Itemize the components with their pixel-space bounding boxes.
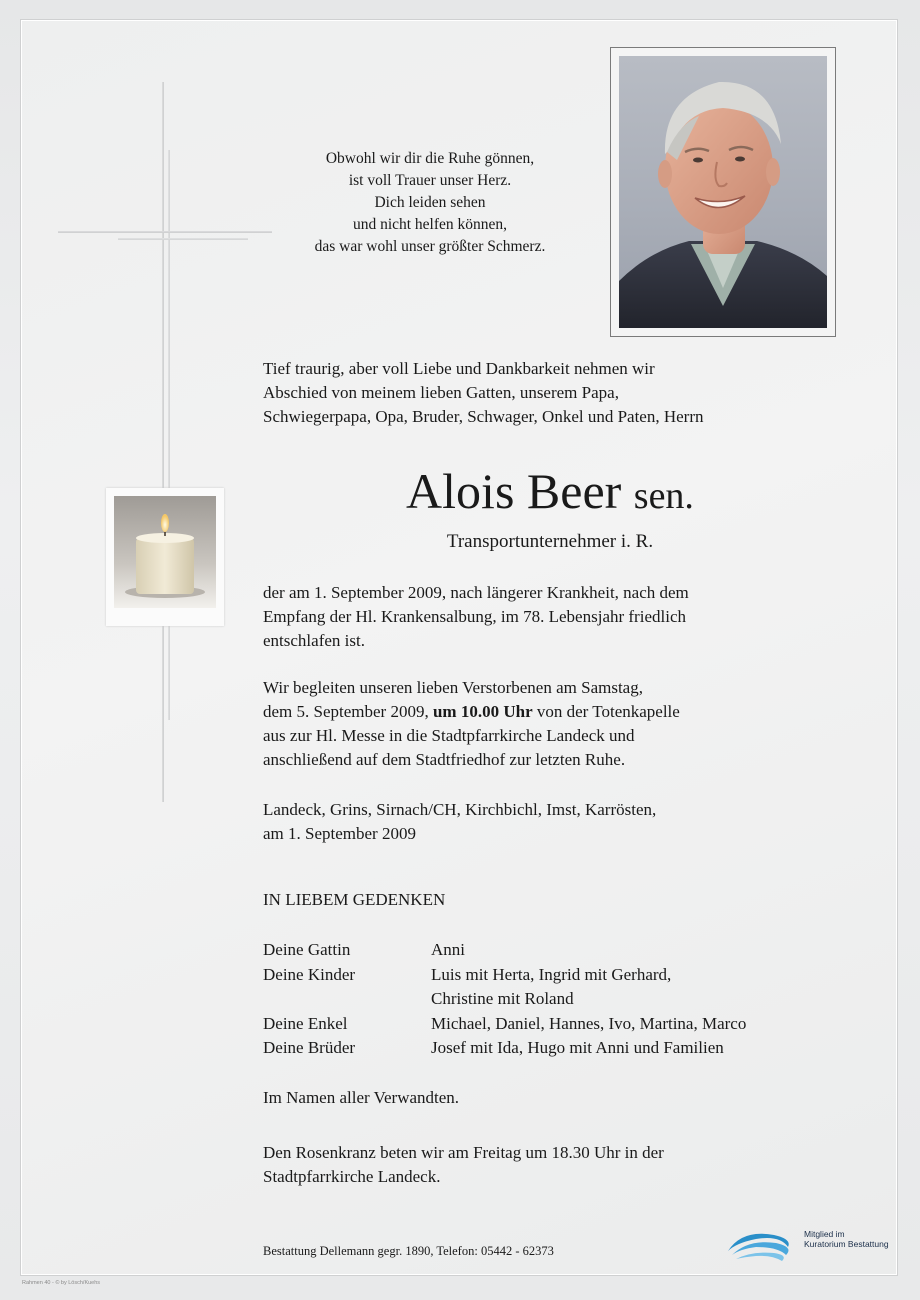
death-notice-line: entschlafen ist. [263, 631, 365, 650]
candle-image-frame [106, 488, 224, 626]
intro-line: Schwiegerpapa, Opa, Bruder, Schwager, Onkel und Paten, Herrn [263, 407, 704, 426]
mourners-list [263, 938, 863, 1061]
rosary-line: Den Rosenkranz beten wir am Freitag um 18.30 Uhr in der [263, 1143, 664, 1162]
deceased-name-main: Alois Beer [406, 463, 622, 519]
mourner-names: Luis mit Herta, Ingrid mit Gerhard, [431, 964, 672, 984]
list-item [263, 938, 863, 963]
intro-line: Tief traurig, aber voll Liebe und Dankbarkeit nehmen wir [263, 359, 655, 378]
death-notice-line: der am 1. September 2009, nach längerer Krankheit, nach dem [263, 583, 689, 602]
mourner-names: Michael, Daniel, Hannes, Ivo, Martina, Marco [431, 1013, 747, 1033]
mourner-names: Josef mit Ida, Hugo mit Anni und Familien [431, 1038, 724, 1057]
deceased-name-suffix: sen. [633, 475, 694, 517]
gedenken-heading: IN LIEBEM GEDENKEN [263, 890, 446, 909]
funeral-line: Wir begleiten unseren lieben Verstorbenen am Samstag, [263, 678, 643, 697]
poem-line: und nicht helfen können, [352, 216, 508, 233]
poem-line: ist voll Trauer unser Herz. [348, 172, 512, 189]
rosary-line: Stadtpfarrkirche Landeck. [263, 1167, 441, 1186]
date-line: am 1. September 2009 [263, 824, 416, 843]
cross-ornament-horizontal [58, 231, 272, 233]
relatives-line: Im Namen aller Verwandten. [263, 1088, 460, 1107]
deceased-name [263, 462, 837, 525]
poem-line: Obwohl wir dir die Ruhe gönnen, [325, 150, 535, 167]
logo-text [804, 1229, 889, 1249]
cross-ornament-horizontal-inner [118, 238, 248, 240]
list-item [263, 963, 863, 988]
cross-ornament-vertical [162, 82, 164, 802]
poem-line: das war wohl unser größter Schmerz. [314, 238, 546, 255]
funeral-line: anschließend auf dem Stadtfriedhof zur letzten Ruhe. [263, 750, 626, 769]
death-notice-line: Empfang der Hl. Krankensalbung, im 78. Lebensjahr friedlich [263, 607, 686, 626]
mourner-label [263, 987, 431, 1012]
portrait-photo-frame [610, 47, 836, 337]
list-item [263, 1012, 863, 1037]
list-item [263, 987, 863, 1012]
mourner-names: Christine mit Roland [431, 989, 574, 1008]
poem-line: Dich leiden sehen [374, 194, 486, 211]
places-line: Landeck, Grins, Sirnach/CH, Kirchbichl, Imst, Karrösten, [263, 800, 657, 819]
mourner-label: Deine Gattin [263, 940, 351, 959]
funeral-date: dem 5. September 2009, [263, 702, 429, 721]
intro-line: Abschied von meinem lieben Gatten, unserem Papa, [263, 383, 619, 402]
list-item [263, 1036, 863, 1061]
mourner-label: Deine Kinder [263, 964, 356, 984]
rosary-info [263, 1141, 863, 1189]
funeral-line: aus zur Hl. Messe in die Stadtpfarrkirche Landeck und [263, 726, 635, 745]
funeral-location: von der Totenkapelle [536, 702, 680, 721]
logo-line: Kuratorium Bestattung [804, 1239, 889, 1249]
mourner-names: Anni [431, 940, 465, 959]
memorial-poem [282, 148, 578, 258]
deceased-profession: Transportunternehmer i. R. [446, 531, 654, 552]
places-date [263, 798, 863, 846]
portrait-photo [619, 56, 827, 328]
mourner-label: Deine Brüder [263, 1038, 356, 1057]
funeral-line [263, 700, 863, 724]
portrait-image [619, 56, 827, 328]
death-notice [263, 581, 863, 653]
funeral-info [263, 676, 863, 772]
mourner-label: Deine Enkel [263, 1013, 348, 1033]
cross-ornament-vertical-inner [168, 150, 170, 720]
funeral-home-footer: Bestattung Dellemann gegr. 1890, Telefon: 05442 - 62373 [263, 1244, 554, 1258]
swirl-logo-icon [722, 1225, 802, 1265]
funeral-time: um 10.00 Uhr [432, 702, 533, 721]
intro-text [263, 357, 863, 429]
kuratorium-logo [722, 1225, 889, 1265]
logo-line: Mitglied im [804, 1229, 845, 1239]
imprint: Rahmen 40 - © by Lösch/Kuehs [22, 1280, 101, 1286]
candle-icon [114, 496, 216, 608]
